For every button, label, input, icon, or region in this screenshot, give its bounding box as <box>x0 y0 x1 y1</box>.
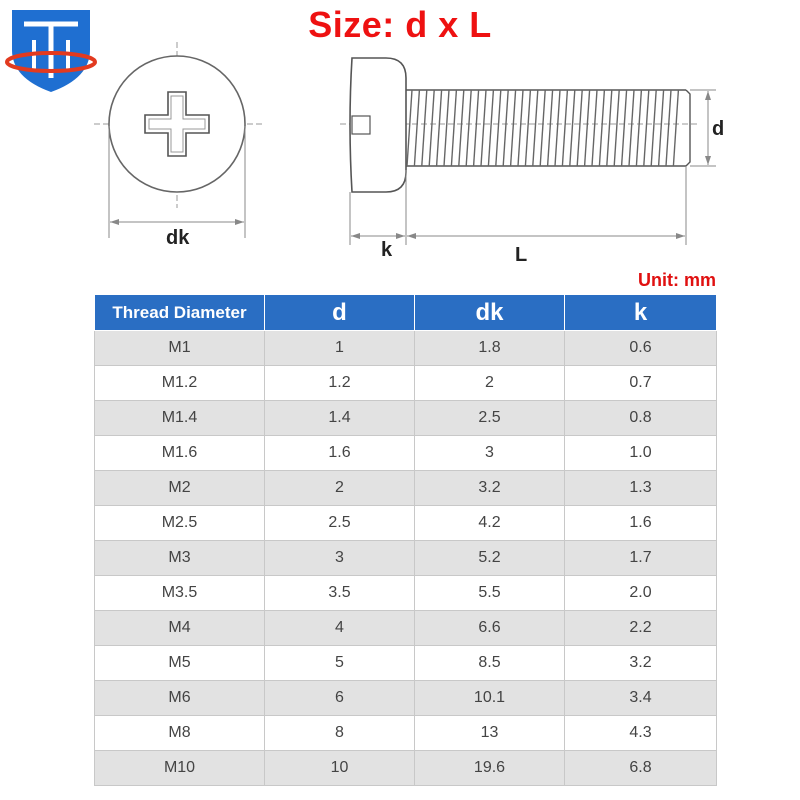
cell-dk: 4.2 <box>415 506 565 541</box>
thread-line <box>599 90 604 166</box>
cell-dk: 19.6 <box>415 751 565 786</box>
cell-k: 1.7 <box>565 541 717 576</box>
cell-thread: M2 <box>95 471 265 506</box>
cell-thread: M1.4 <box>95 401 265 436</box>
cell-d: 8 <box>265 716 415 751</box>
cell-d: 1.2 <box>265 366 415 401</box>
thread-line <box>533 90 538 166</box>
cell-dk: 2.5 <box>415 401 565 436</box>
thread-line <box>622 90 627 166</box>
thread-line <box>496 90 501 166</box>
cell-thread: M3.5 <box>95 576 265 611</box>
screw-side-view <box>340 58 716 245</box>
cell-thread: M8 <box>95 716 265 751</box>
thread-line <box>444 90 449 166</box>
cell-thread: M2.5 <box>95 506 265 541</box>
table-row <box>95 716 717 751</box>
cell-thread: M5 <box>95 646 265 681</box>
cell-d: 3 <box>265 541 415 576</box>
table-row <box>95 646 717 681</box>
cell-dk: 5.5 <box>415 576 565 611</box>
cell-d: 2 <box>265 471 415 506</box>
cell-k: 6.8 <box>565 751 717 786</box>
thread-line <box>422 90 427 166</box>
thread-line <box>540 90 545 166</box>
cell-k: 4.3 <box>565 716 717 751</box>
cell-thread: M6 <box>95 681 265 716</box>
thread-line <box>459 90 464 166</box>
cell-d: 1.4 <box>265 401 415 436</box>
thread-line <box>577 90 582 166</box>
cell-thread: M4 <box>95 611 265 646</box>
cell-dk: 10.1 <box>415 681 565 716</box>
thread-line <box>407 90 412 166</box>
thread-line <box>503 90 508 166</box>
table-row <box>95 681 717 716</box>
cell-d: 1.6 <box>265 436 415 471</box>
cell-d: 6 <box>265 681 415 716</box>
table-row <box>95 611 717 646</box>
size-title: Size: d x L <box>308 4 492 45</box>
cell-d: 1 <box>265 331 415 366</box>
thread-line <box>673 90 678 166</box>
cell-dk: 3.2 <box>415 471 565 506</box>
thread-line <box>555 90 560 166</box>
table-row <box>95 436 717 471</box>
cell-d: 3.5 <box>265 576 415 611</box>
thread-line <box>511 90 516 166</box>
thread-line <box>474 90 479 166</box>
thread-line <box>414 90 419 166</box>
cell-k: 0.6 <box>565 331 717 366</box>
cell-d: 4 <box>265 611 415 646</box>
thread-line <box>592 90 597 166</box>
table-row <box>95 331 717 366</box>
thread-line <box>629 90 634 166</box>
cell-dk: 3 <box>415 436 565 471</box>
thread-line <box>644 90 649 166</box>
dk-dimension-label: dk <box>166 227 190 249</box>
L-dimension-label: L <box>515 244 528 266</box>
table-row <box>95 751 717 786</box>
thread-line <box>525 90 530 166</box>
k-dimension-label: k <box>381 239 393 261</box>
thread-line <box>518 90 523 166</box>
cell-d: 5 <box>265 646 415 681</box>
header-d: d <box>265 295 415 331</box>
cell-dk: 2 <box>415 366 565 401</box>
thread-line <box>488 90 493 166</box>
cell-thread: M10 <box>95 751 265 786</box>
cell-thread: M3 <box>95 541 265 576</box>
table-header-row <box>95 295 717 331</box>
thread-line <box>466 90 471 166</box>
cell-thread: M1 <box>95 331 265 366</box>
unit-label: Unit: mm <box>638 270 716 290</box>
cell-dk: 6.6 <box>415 611 565 646</box>
cell-k: 0.7 <box>565 366 717 401</box>
table-row <box>95 401 717 436</box>
d-dimension-label: d <box>712 118 725 140</box>
thread-line <box>666 90 671 166</box>
thread-line <box>481 90 486 166</box>
thread-line <box>562 90 567 166</box>
thread-line <box>585 90 590 166</box>
cell-dk: 5.2 <box>415 541 565 576</box>
cell-k: 0.8 <box>565 401 717 436</box>
table-row <box>95 506 717 541</box>
thread-line <box>636 90 641 166</box>
cell-k: 3.2 <box>565 646 717 681</box>
cell-k: 1.6 <box>565 506 717 541</box>
table-row <box>95 576 717 611</box>
spec-table <box>94 294 717 786</box>
thread-line <box>614 90 619 166</box>
table-row <box>95 366 717 401</box>
cell-thread: M1.2 <box>95 366 265 401</box>
thread-line <box>651 90 656 166</box>
thread-line <box>607 90 612 166</box>
cell-dk: 13 <box>415 716 565 751</box>
thread-line <box>548 90 553 166</box>
thread-line <box>659 90 664 166</box>
header-thread-diameter: Thread Diameter <box>95 295 265 331</box>
cell-thread: M1.6 <box>95 436 265 471</box>
cell-k: 1.0 <box>565 436 717 471</box>
header-dk: dk <box>415 295 565 331</box>
screw-diagram <box>0 0 800 280</box>
thread-line <box>451 90 456 166</box>
header-k: k <box>565 295 717 331</box>
head-top-view <box>94 42 262 238</box>
cell-k: 3.4 <box>565 681 717 716</box>
cell-dk: 1.8 <box>415 331 565 366</box>
thread-line <box>437 90 442 166</box>
table-row <box>95 541 717 576</box>
table-row <box>95 471 717 506</box>
cell-d: 10 <box>265 751 415 786</box>
thread-line <box>570 90 575 166</box>
cell-k: 2.2 <box>565 611 717 646</box>
cell-k: 2.0 <box>565 576 717 611</box>
cell-d: 2.5 <box>265 506 415 541</box>
thread-line <box>429 90 434 166</box>
cell-k: 1.3 <box>565 471 717 506</box>
cell-dk: 8.5 <box>415 646 565 681</box>
